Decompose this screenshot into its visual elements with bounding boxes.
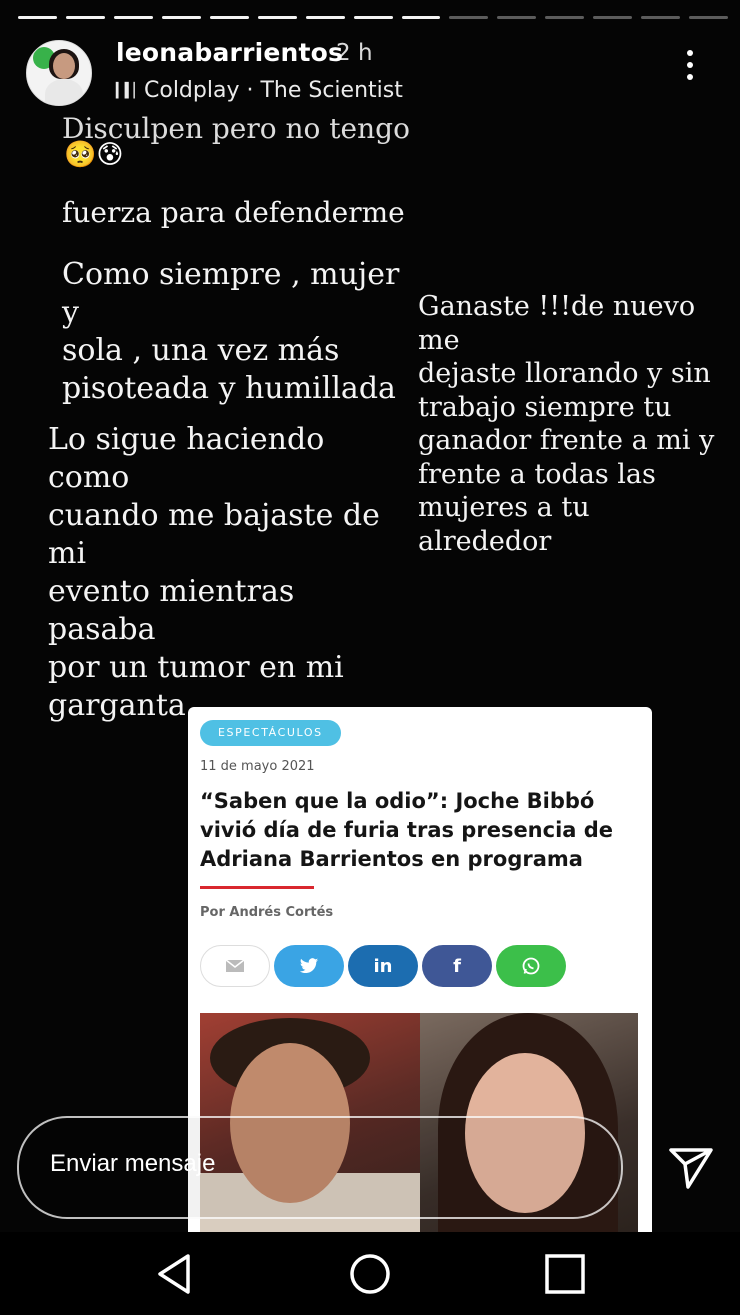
story-text-solitude: Como siempre , mujer y sola , una vez más pisoteada y humillada xyxy=(62,257,400,406)
progress-segment xyxy=(258,16,297,19)
story-text-apology-line1: Disculpen pero no tengo xyxy=(62,112,410,145)
progress-segment xyxy=(210,16,249,19)
music-label[interactable] xyxy=(116,78,403,103)
article-date: 11 de mayo 2021 xyxy=(200,759,315,774)
progress-segment xyxy=(162,16,201,19)
share-buttons xyxy=(200,945,566,987)
music-bars-icon: ▎▍▏ xyxy=(116,83,143,99)
progress-segment xyxy=(545,16,584,19)
progress-segment xyxy=(402,16,441,19)
username[interactable]: leonabarrientos xyxy=(116,38,344,67)
article-author: Por Andrés Cortés xyxy=(200,905,334,920)
article-headline: “Saben que la odio”: Joche Bibbó vivió día de furia tras presencia de Adriana Barrientos en programa xyxy=(200,789,614,871)
send-icon[interactable] xyxy=(668,1144,714,1190)
progress-segment xyxy=(449,16,488,19)
progress-segment xyxy=(497,16,536,19)
progress-segment xyxy=(18,16,57,19)
linkedin-icon: in xyxy=(373,955,393,977)
progress-segment xyxy=(66,16,105,19)
whatsapp-icon xyxy=(521,956,541,976)
music-track: Coldplay · The Scientist xyxy=(144,78,403,103)
progress-segment xyxy=(593,16,632,19)
share-email-button[interactable] xyxy=(200,945,270,987)
facebook-icon: f xyxy=(453,955,461,977)
share-linkedin-button[interactable] xyxy=(348,945,418,987)
home-icon[interactable] xyxy=(346,1250,394,1298)
back-icon[interactable] xyxy=(152,1250,200,1298)
share-facebook-button[interactable] xyxy=(422,945,492,987)
story-text-ganaste: Ganaste !!!de nuevo me dejaste llorando y sin trabajo siempre tu ganador frente a mi y frente a todas las mujeres a tu alrededor xyxy=(418,291,715,557)
more-options-icon[interactable] xyxy=(680,50,700,90)
share-whatsapp-button[interactable] xyxy=(496,945,566,987)
story-progress-bar xyxy=(18,16,728,19)
story-text-tumor: Lo sigue haciendo como cuando me bajaste de mi evento mientras pasaba por un tumor en mi garganta xyxy=(48,422,380,723)
story-text-apology-line2: fuerza para defenderme xyxy=(62,196,405,229)
progress-segment xyxy=(689,16,728,19)
headline-divider xyxy=(200,886,314,889)
recent-apps-icon[interactable] xyxy=(541,1250,589,1298)
system-nav-bar xyxy=(0,1232,740,1315)
emoji-text: 🥺😰 xyxy=(64,140,124,170)
share-twitter-button[interactable] xyxy=(274,945,344,987)
progress-segment xyxy=(114,16,153,19)
message-placeholder[interactable]: Enviar mensaje xyxy=(50,1150,216,1177)
category-badge: ESPECTÁCULOS xyxy=(200,720,341,746)
progress-segment xyxy=(641,16,680,19)
email-icon xyxy=(225,958,245,974)
post-time: 2 h xyxy=(336,40,373,66)
progress-segment xyxy=(306,16,345,19)
twitter-icon xyxy=(299,957,319,975)
progress-segment xyxy=(354,16,393,19)
